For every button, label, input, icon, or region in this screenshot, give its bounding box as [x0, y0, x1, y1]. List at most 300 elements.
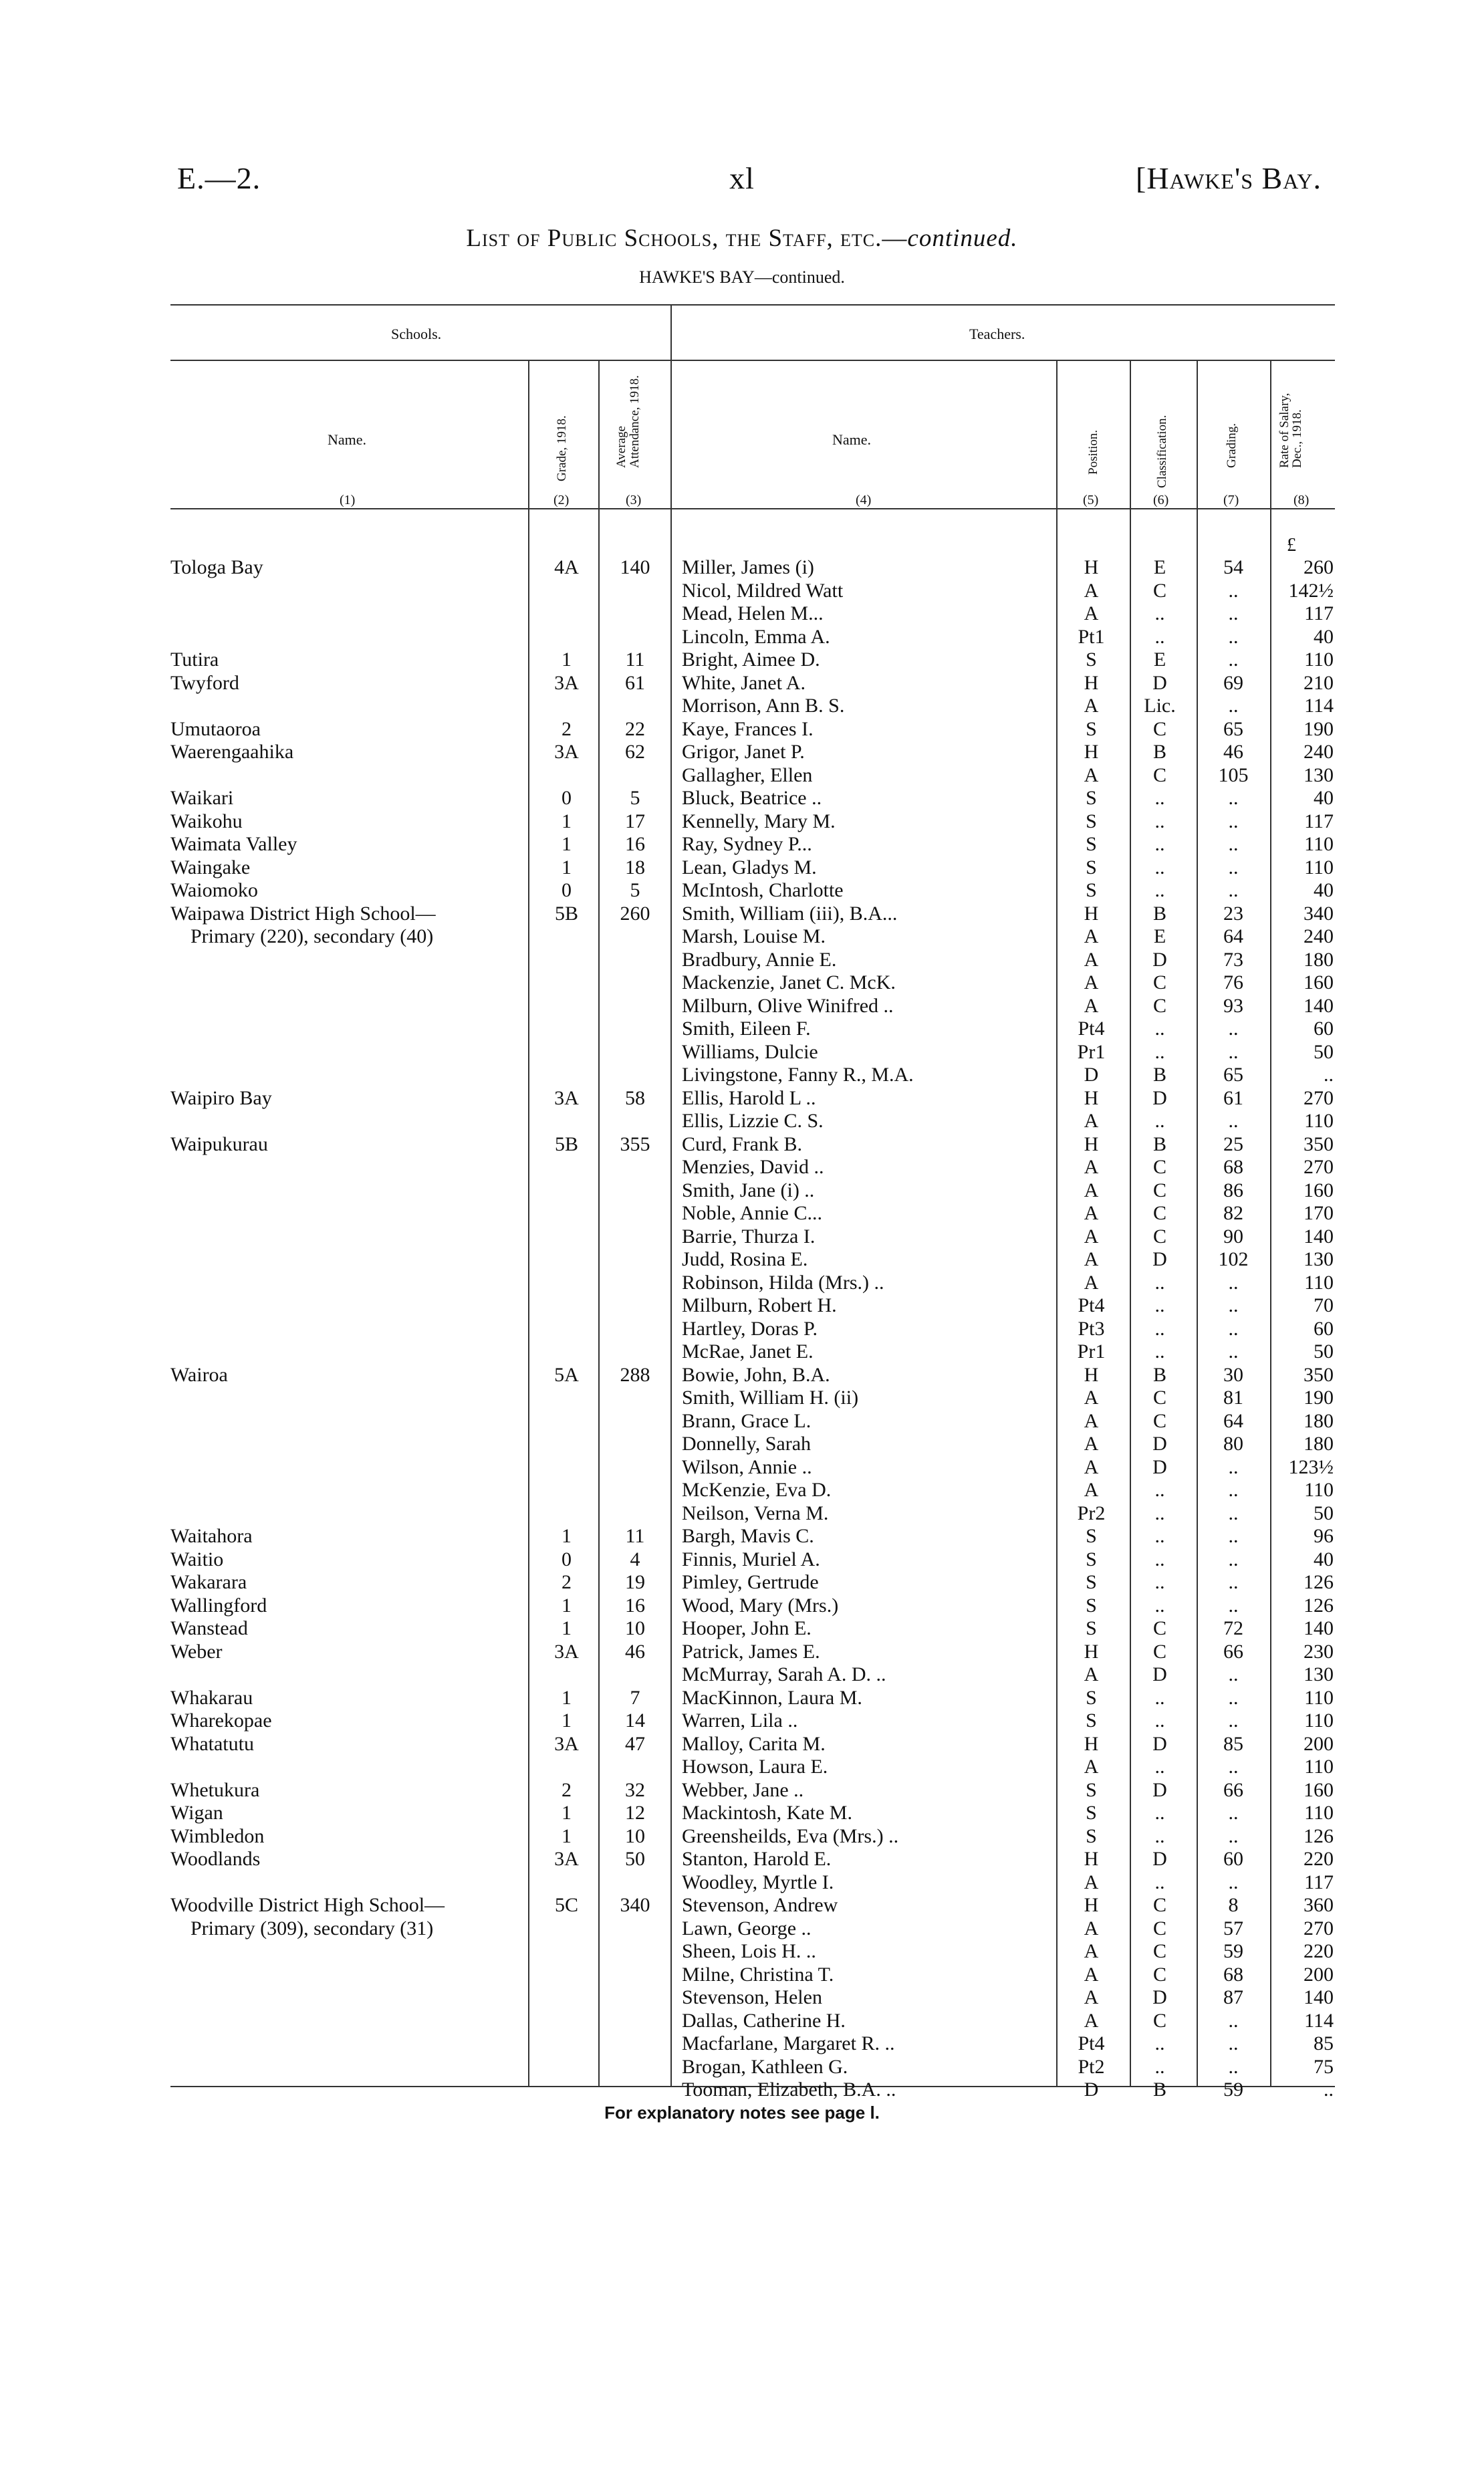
teacher-grading: .. [1228, 1479, 1239, 1501]
table-row [0, 1433, 1484, 1456]
teacher-salary: 117 [1304, 1871, 1334, 1893]
title-main: List of Public Schools, the Staff, etc.— [466, 225, 908, 252]
teacher-classification: D [1152, 1086, 1167, 1109]
teacher-name: MacKinnon, Laura M. [682, 1686, 862, 1709]
classification-header: Classification. [1155, 414, 1169, 488]
teacher-classification: C [1152, 1940, 1166, 1962]
teacher-name: Finnis, Muriel A. [682, 1548, 820, 1570]
teacher-salary: 117 [1304, 602, 1334, 624]
teacher-salary: 126 [1304, 1594, 1334, 1617]
teacher-salary: 200 [1304, 1963, 1334, 1986]
teacher-position: A [1084, 1202, 1099, 1224]
school-name: Waerengaahika [170, 741, 294, 763]
teacher-classification: D [1152, 1248, 1167, 1270]
teacher-grading: 64 [1223, 925, 1243, 947]
table-row [0, 995, 1484, 1018]
table-row [0, 741, 1484, 764]
teacher-salary: 126 [1304, 1571, 1334, 1593]
col-number-3: (3) [626, 493, 642, 507]
teacher-grading: 81 [1223, 1387, 1243, 1409]
teacher-grading: 73 [1223, 948, 1243, 971]
teacher-position: A [1084, 763, 1099, 786]
teacher-grading: 65 [1223, 1064, 1243, 1086]
teacher-salary: 220 [1304, 1940, 1334, 1962]
teacher-grading: 85 [1223, 1732, 1243, 1755]
school-grade: 2 [562, 1778, 572, 1801]
teacher-position: A [1084, 1986, 1099, 2008]
teacher-classification: .. [1154, 1502, 1165, 1524]
teacher-position: A [1084, 925, 1099, 947]
teacher-grading: .. [1228, 1018, 1239, 1040]
school-name: Waikohu [170, 810, 243, 832]
teacher-grading: .. [1228, 787, 1239, 809]
teacher-grading: .. [1228, 1455, 1239, 1478]
teacher-classification: .. [1154, 2032, 1165, 2054]
school-name: Wallingford [170, 1594, 267, 1617]
school-grade: 2 [562, 717, 572, 740]
school-name: Twyford [170, 671, 239, 694]
teacher-position: Pr1 [1077, 1340, 1106, 1363]
table-row [0, 1064, 1484, 1087]
teacher-position: Pt2 [1078, 2055, 1105, 2078]
header-bottom-rule [170, 508, 1335, 509]
school-grade: 4A [554, 556, 579, 578]
school-name: Tutira [170, 648, 219, 671]
teacher-salary: 117 [1304, 810, 1334, 832]
average-attendance: 12 [625, 1802, 645, 1824]
teacher-position: A [1084, 602, 1099, 624]
teacher-position: D [1084, 1064, 1099, 1086]
teacher-position: Pt4 [1078, 1018, 1105, 1040]
teacher-position: Pt4 [1078, 2032, 1105, 2054]
teacher-grading: 46 [1223, 741, 1243, 763]
position-header: Position. [1086, 429, 1100, 475]
average-attendance: 46 [625, 1640, 645, 1663]
teacher-grading: .. [1228, 1340, 1239, 1363]
teacher-classification: B [1152, 1133, 1166, 1155]
teacher-classification: B [1152, 1363, 1166, 1386]
teacher-position: S [1086, 717, 1097, 740]
teacher-classification: .. [1154, 1594, 1165, 1617]
teacher-position: A [1084, 1110, 1099, 1132]
teacher-classification: C [1152, 1156, 1166, 1178]
average-attendance: 260 [620, 902, 650, 925]
teacher-name: Mackintosh, Kate M. [682, 1802, 852, 1824]
teacher-position: H [1084, 1086, 1099, 1109]
region-header: [Hawke's Bay. [1136, 161, 1322, 195]
col-number-4: (4) [856, 493, 872, 507]
teacher-classification: .. [1154, 1571, 1165, 1593]
teacher-position: S [1086, 648, 1097, 671]
teacher-classification: C [1152, 1917, 1166, 1939]
teacher-name: Milne, Christina T. [682, 1963, 834, 1986]
school-grade: 0 [562, 879, 572, 901]
teacher-name: Milburn, Olive Winifred .. [682, 994, 894, 1017]
table-row [0, 833, 1484, 856]
average-attendance: 5 [630, 879, 640, 901]
teacher-position: A [1084, 1479, 1099, 1501]
col-number-6: (6) [1153, 493, 1169, 507]
average-attendance: 11 [625, 648, 645, 671]
table-row [0, 903, 1484, 926]
teacher-classification: C [1152, 763, 1166, 786]
teacher-name: Smith, Eileen F. [682, 1018, 811, 1040]
teacher-name: Kaye, Frances I. [682, 717, 814, 740]
teacher-position: S [1086, 1525, 1097, 1547]
teacher-classification: .. [1154, 1340, 1165, 1363]
teacher-grading: 90 [1223, 1225, 1243, 1248]
teacher-salary: 40 [1314, 625, 1334, 648]
teacher-name: Wilson, Annie .. [682, 1455, 812, 1478]
teacher-grading: 60 [1223, 1848, 1243, 1870]
school-name: Waimata Valley [170, 833, 297, 855]
teacher-classification: .. [1154, 1479, 1165, 1501]
table-row [0, 1202, 1484, 1225]
teacher-grading: .. [1228, 833, 1239, 855]
teacher-classification: B [1152, 1064, 1166, 1086]
table-row [0, 1156, 1484, 1179]
table-row [0, 1986, 1484, 2010]
teacher-grading: 57 [1223, 1917, 1243, 1939]
col-number-7: (7) [1223, 493, 1239, 507]
table-row [0, 1756, 1484, 1779]
teacher-name: Malloy, Carita M. [682, 1732, 826, 1755]
teacher-classification: E [1153, 648, 1166, 671]
teacher-name: Macfarlane, Margaret R. .. [682, 2032, 895, 2054]
teacher-position: A [1084, 1455, 1099, 1478]
school-name: Whakarau [170, 1686, 253, 1709]
teacher-salary: 110 [1304, 1686, 1334, 1709]
teacher-name: Grigor, Janet P. [682, 741, 805, 763]
teacher-name: Mead, Helen M... [682, 602, 824, 624]
table-row [0, 1387, 1484, 1410]
table-row [0, 556, 1484, 580]
teacher-grading: 8 [1228, 1894, 1239, 1916]
teacher-salary: 110 [1304, 1756, 1334, 1778]
school-grade: 1 [562, 1824, 572, 1847]
teacher-name: Lawn, George .. [682, 1917, 812, 1939]
teacher-salary: 190 [1304, 717, 1334, 740]
teacher-name: Lincoln, Emma A. [682, 625, 830, 648]
average-attendance: 7 [630, 1686, 640, 1709]
school-name: Primary (309), secondary (31) [191, 1917, 434, 1939]
teacher-salary: 270 [1304, 1917, 1334, 1939]
teacher-position: S [1086, 1686, 1097, 1709]
teacher-position: S [1086, 1709, 1097, 1732]
average-attendance: 14 [625, 1709, 645, 1732]
table-row [0, 1248, 1484, 1272]
teacher-grading: .. [1228, 579, 1239, 602]
teacher-salary: 270 [1304, 1156, 1334, 1178]
teacher-name: Ray, Sydney P... [682, 833, 812, 855]
school-name: Whetukura [170, 1778, 260, 1801]
teacher-grading: .. [1228, 648, 1239, 671]
title-emphasis: continued. [907, 225, 1018, 252]
teacher-salary: 110 [1304, 1479, 1334, 1501]
average-attendance: 17 [625, 810, 645, 832]
teacher-position: Pr2 [1077, 1502, 1106, 1524]
table-row [0, 1641, 1484, 1664]
teacher-name: Tooman, Elizabeth, B.A. .. [682, 2079, 896, 2101]
table-row [0, 764, 1484, 788]
teacher-position: S [1086, 833, 1097, 855]
teacher-salary: 110 [1304, 1110, 1334, 1132]
table-row [0, 1479, 1484, 1502]
table-row [0, 1940, 1484, 1964]
teacher-grading: .. [1228, 1663, 1239, 1685]
table-row [0, 1179, 1484, 1203]
teacher-salary: 114 [1304, 695, 1334, 717]
teacher-name: Miller, James (i) [682, 556, 814, 578]
teacher-name: Williams, Dulcie [682, 1040, 818, 1063]
teacher-grading: .. [1228, 2055, 1239, 2078]
table-row [0, 1687, 1484, 1710]
teacher-classification: .. [1154, 1871, 1165, 1893]
attendance-header: Average Attendance, 1918. [614, 375, 642, 468]
school-name: Wigan [170, 1802, 223, 1824]
teacher-classification: .. [1154, 879, 1165, 901]
teacher-grading: .. [1228, 2032, 1239, 2054]
teacher-position: A [1084, 1871, 1099, 1893]
average-attendance: 10 [625, 1824, 645, 1847]
school-name: Wairoa [170, 1363, 228, 1386]
teacher-grading: 64 [1223, 1409, 1243, 1432]
teacher-salary: 110 [1304, 1271, 1334, 1294]
teacher-salary: 50 [1314, 1502, 1334, 1524]
teacher-name: Hooper, John E. [682, 1617, 812, 1639]
teacher-name: Neilson, Verna M. [682, 1502, 829, 1524]
teacher-name: Marsh, Louise M. [682, 925, 826, 947]
teacher-classification: .. [1154, 2055, 1165, 2078]
teacher-name: Stevenson, Andrew [682, 1894, 838, 1916]
teacher-grading: 25 [1223, 1133, 1243, 1155]
table-row [0, 856, 1484, 880]
teacher-name: Kennelly, Mary M. [682, 810, 836, 832]
teacher-position: A [1084, 971, 1099, 993]
header-group-rule [170, 360, 1335, 361]
teacher-name: Lean, Gladys M. [682, 856, 817, 878]
average-attendance: 62 [625, 741, 645, 763]
school-name: Weber [170, 1640, 223, 1663]
teacher-name: Webber, Jane .. [682, 1778, 804, 1801]
teacher-grading: 82 [1223, 1202, 1243, 1224]
teacher-classification: D [1152, 1663, 1167, 1685]
teacher-salary: 180 [1304, 1433, 1334, 1455]
teacher-position: A [1084, 1663, 1099, 1685]
school-grade: 1 [562, 1617, 572, 1639]
teacher-salary: 240 [1304, 741, 1334, 763]
teacher-salary: 110 [1304, 833, 1334, 855]
average-attendance: 58 [625, 1086, 645, 1109]
teacher-classification: C [1152, 1409, 1166, 1432]
school-name: Waingake [170, 856, 251, 878]
teacher-position: A [1084, 2009, 1099, 2032]
school-grade: 1 [562, 1525, 572, 1547]
teacher-classification: D [1152, 1986, 1167, 2008]
teacher-name: Bright, Aimee D. [682, 648, 820, 671]
table-row [0, 971, 1484, 995]
teacher-salary: 60 [1314, 1317, 1334, 1340]
teacher-classification: .. [1154, 1686, 1165, 1709]
teacher-grading: .. [1228, 1271, 1239, 1294]
teacher-position: S [1086, 787, 1097, 809]
table-row [0, 1802, 1484, 1825]
teacher-classification: D [1152, 671, 1167, 694]
table-row [0, 787, 1484, 810]
table-row [0, 1456, 1484, 1479]
teacher-salary: 40 [1314, 1548, 1334, 1570]
teacher-name: McMurray, Sarah A. D. .. [682, 1663, 886, 1685]
teacher-salary: 110 [1304, 648, 1334, 671]
table-row [0, 1318, 1484, 1341]
average-attendance: 16 [625, 1594, 645, 1617]
table-row [0, 626, 1484, 649]
table-row [0, 695, 1484, 718]
teacher-salary: 40 [1314, 879, 1334, 901]
teacher-classification: .. [1154, 1294, 1165, 1316]
school-grade: 0 [562, 787, 572, 809]
teacher-classification: C [1152, 1387, 1166, 1409]
teacher-classification: E [1153, 556, 1166, 578]
teacher-grading: .. [1228, 695, 1239, 717]
teacher-name: Bargh, Mavis C. [682, 1525, 814, 1547]
teacher-salary: 110 [1304, 856, 1334, 878]
teacher-classification: .. [1154, 1317, 1165, 1340]
teacher-grading: .. [1228, 1317, 1239, 1340]
teacher-salary: 75 [1314, 2055, 1334, 2078]
table-row [0, 602, 1484, 626]
teacher-salary: 360 [1304, 1894, 1334, 1916]
teacher-classification: .. [1154, 1271, 1165, 1294]
teacher-position: Pt1 [1078, 625, 1105, 648]
average-attendance: 19 [625, 1571, 645, 1593]
teacher-name: Robinson, Hilda (Mrs.) .. [682, 1271, 884, 1294]
teacher-salary: 220 [1304, 1848, 1334, 1870]
teacher-salary: 123½ [1288, 1455, 1334, 1478]
teacher-classification: .. [1154, 602, 1165, 624]
school-grade: 1 [562, 810, 572, 832]
table-top-rule [170, 304, 1335, 306]
teacher-position: A [1084, 1271, 1099, 1294]
teacher-classification: E [1153, 925, 1166, 947]
school-name: Woodville District High School— [170, 1894, 445, 1916]
teacher-grading: 87 [1223, 1986, 1243, 2008]
average-attendance: 5 [630, 787, 640, 809]
table-row [0, 1525, 1484, 1548]
teacher-name: McIntosh, Charlotte [682, 879, 844, 901]
teacher-position: H [1084, 1363, 1099, 1386]
school-name: Woodlands [170, 1848, 261, 1870]
teacher-grading: 69 [1223, 671, 1243, 694]
teacher-salary: 114 [1304, 2009, 1334, 2032]
footnote: For explanatory notes see page l. [604, 2103, 880, 2123]
teacher-classification: B [1152, 741, 1166, 763]
teacher-grading: 76 [1223, 971, 1243, 993]
average-attendance: 47 [625, 1732, 645, 1755]
teacher-salary: 170 [1304, 1202, 1334, 1224]
teacher-grading: 23 [1223, 902, 1243, 925]
teacher-grading: .. [1228, 1548, 1239, 1570]
teacher-classification: D [1152, 1455, 1167, 1478]
table-row [0, 1709, 1484, 1733]
teacher-classification: C [1152, 2009, 1166, 2032]
teacher-grading: .. [1228, 1871, 1239, 1893]
teacher-classification: C [1152, 1179, 1166, 1201]
teacher-salary: 160 [1304, 971, 1334, 993]
document-title [0, 224, 1484, 253]
teacher-name: Pimley, Gertrude [682, 1571, 819, 1593]
teacher-classification: .. [1154, 1110, 1165, 1132]
teacher-position: S [1086, 1571, 1097, 1593]
teacher-name-header: Name. [832, 431, 872, 448]
teacher-position: S [1086, 1802, 1097, 1824]
teacher-position: D [1084, 2079, 1099, 2101]
teacher-salary: 85 [1314, 2032, 1334, 2054]
teacher-position: H [1084, 902, 1099, 925]
teacher-grading: .. [1228, 1525, 1239, 1547]
teacher-grading: 59 [1223, 2079, 1243, 2101]
teacher-position: Pt3 [1078, 1317, 1105, 1340]
teacher-classification: D [1152, 1848, 1167, 1870]
teacher-grading: .. [1228, 1594, 1239, 1617]
table-row [0, 1571, 1484, 1594]
table-row [0, 2079, 1484, 2102]
school-name: Wimbledon [170, 1824, 265, 1847]
teacher-name: Howson, Laura E. [682, 1756, 828, 1778]
teacher-classification: D [1152, 1732, 1167, 1755]
teacher-grading: .. [1228, 1756, 1239, 1778]
teacher-position: A [1084, 1387, 1099, 1409]
teacher-position: A [1084, 695, 1099, 717]
teacher-position: A [1084, 1225, 1099, 1248]
teacher-name: Morrison, Ann B. S. [682, 695, 845, 717]
teacher-position: Pt4 [1078, 1294, 1105, 1316]
table-row [0, 1410, 1484, 1433]
average-attendance: 10 [625, 1617, 645, 1639]
teacher-classification: .. [1154, 856, 1165, 878]
teacher-name: Brann, Grace L. [682, 1409, 812, 1432]
teacher-name: Judd, Rosina E. [682, 1248, 808, 1270]
table-row [0, 1964, 1484, 1987]
teacher-classification: C [1152, 1894, 1166, 1916]
table-row [0, 1018, 1484, 1041]
average-attendance: 11 [625, 1525, 645, 1547]
school-grade: 1 [562, 856, 572, 878]
teacher-position: H [1084, 556, 1099, 578]
teacher-grading: .. [1228, 602, 1239, 624]
table-row [0, 1340, 1484, 1364]
teacher-classification: .. [1154, 833, 1165, 855]
school-name: Primary (220), secondary (40) [191, 925, 434, 947]
col-number-5: (5) [1083, 493, 1099, 507]
teacher-salary: 110 [1304, 1802, 1334, 1824]
average-attendance: 4 [630, 1548, 640, 1570]
teacher-grading: .. [1228, 1040, 1239, 1063]
table-row [0, 1364, 1484, 1387]
col-number-1: (1) [340, 493, 356, 507]
teacher-grading: 59 [1223, 1940, 1243, 1962]
teacher-salary: 180 [1304, 1409, 1334, 1432]
page-number: xl [729, 161, 755, 195]
teacher-salary: 70 [1314, 1294, 1334, 1316]
teacher-position: A [1084, 1756, 1099, 1778]
teacher-position: A [1084, 579, 1099, 602]
teacher-classification: B [1152, 2079, 1166, 2101]
teacher-salary: 260 [1304, 556, 1334, 578]
average-attendance: 32 [625, 1778, 645, 1801]
teacher-name: Ellis, Lizzie C. S. [682, 1110, 824, 1132]
teacher-position: A [1084, 1940, 1099, 1962]
